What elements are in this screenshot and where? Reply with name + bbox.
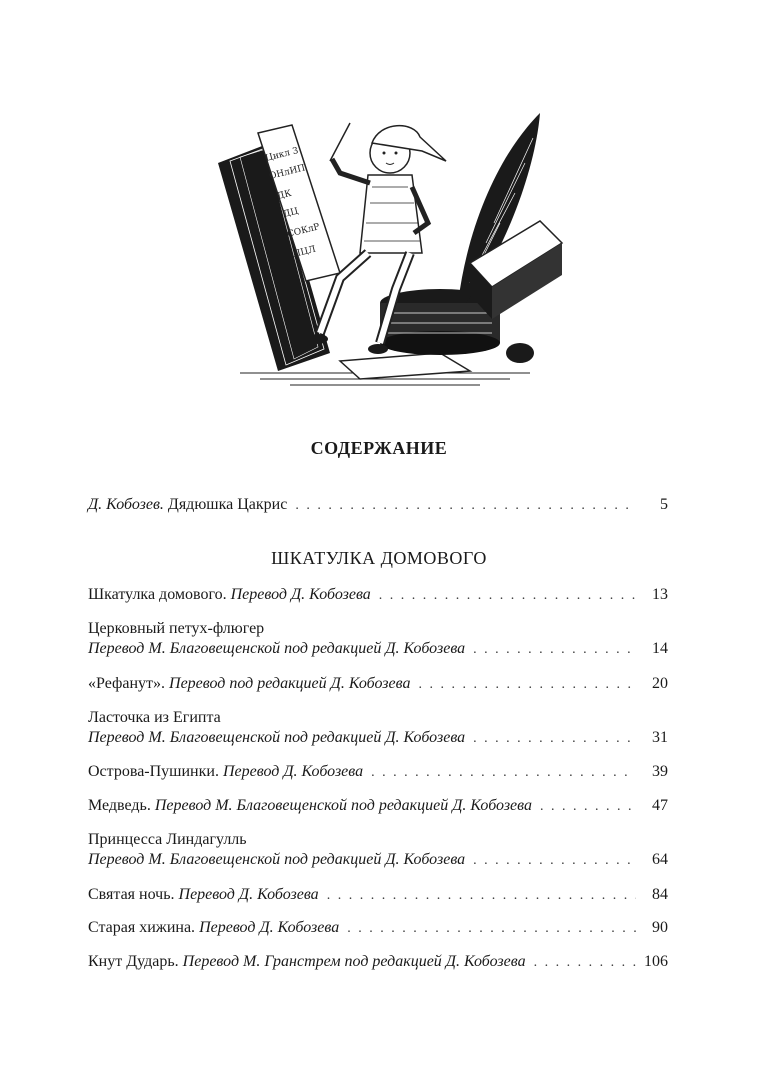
toc-entry[interactable]: [88, 585, 668, 606]
entry-title: Кнут Дударь.: [88, 953, 179, 970]
toc-entry[interactable]: [88, 708, 668, 749]
dot-leader: [347, 919, 636, 939]
entry-title: Дядюшка Цакрис: [167, 496, 288, 513]
toc-entry[interactable]: [88, 619, 668, 660]
entry-title: Старая хижина.: [88, 919, 196, 936]
dot-leader: [473, 640, 636, 660]
toc-entry[interactable]: [88, 952, 668, 973]
dot-leader: [473, 729, 636, 749]
dot-leader: [473, 851, 636, 871]
entry-credit: Перевод М. Благовещенской под редакцией Д. Кобозева: [88, 729, 466, 746]
entry-page: 14: [652, 640, 668, 657]
paper-on-floor: [340, 353, 470, 379]
dot-leader: [379, 586, 636, 606]
toc-entry[interactable]: [88, 830, 668, 871]
book-line-4: ДЦ: [282, 206, 300, 220]
inkwell: [506, 343, 534, 363]
book-line-3: ДК: [276, 188, 293, 202]
book-line-5: СОКлР: [286, 222, 321, 240]
entry-title: Медведь.: [88, 797, 151, 814]
entry-title: Принцесса Линдагулль: [88, 831, 247, 848]
entry-text: [88, 918, 339, 938]
entry-title: «Рефанут».: [88, 675, 166, 692]
book-line-2: ОНлИП: [268, 163, 307, 182]
entry-text: [88, 796, 532, 816]
entry-credit: Перевод под редакцией Д. Кобозева: [169, 675, 411, 692]
entry-page: 31: [652, 729, 668, 746]
entry-page: 64: [652, 851, 668, 868]
entry-credit: Перевод М. Гранстрем под редакцией Д. Кобозева: [182, 953, 526, 970]
entry-credit: Перевод М. Благовещенской под редакцией Д. Кобозева: [88, 851, 466, 868]
toc-entry[interactable]: [88, 885, 668, 906]
dot-leader: [295, 496, 636, 516]
entry-title: Острова-Пушинки.: [88, 763, 219, 780]
entry-credit: Перевод М. Благовещенской под редакцией Д. Кобозева: [88, 640, 466, 657]
entry-credit: Перевод Д. Кобозева: [178, 886, 319, 903]
dot-leader: [534, 953, 636, 973]
entry-page: 39: [652, 763, 668, 780]
entry-text: [88, 885, 319, 905]
entry-credit: Перевод Д. Кобозева: [230, 586, 371, 603]
entry-credit: Перевод Д. Кобозева: [222, 763, 364, 780]
toc-entry[interactable]: [88, 796, 668, 817]
entry-page: 106: [644, 953, 668, 970]
dot-leader: [327, 886, 636, 906]
book-line-1: Цикл 3: [264, 146, 300, 164]
entry-text: [88, 585, 371, 605]
entry-text: [88, 762, 363, 782]
entry-page: 5: [660, 496, 668, 513]
entry-author: Д. Кобозев.: [88, 496, 164, 513]
entry-title: Церковный петух-флюгер: [88, 620, 265, 637]
entry-credit: Перевод Д. Кобозева: [199, 919, 340, 936]
entry-credit: Перевод М. Благовещенской под редакцией Д. Кобозева: [154, 797, 532, 814]
toc-entry[interactable]: [88, 674, 668, 695]
engraving-illustration: [200, 103, 570, 393]
entry-title: Ласточка из Египта: [88, 709, 221, 726]
entry-text: [88, 952, 526, 972]
entry-page: 90: [652, 919, 668, 936]
entry-text: [88, 495, 287, 515]
toc-entry[interactable]: [88, 762, 668, 783]
dot-leader: [418, 675, 636, 695]
entry-page: 47: [652, 797, 668, 814]
entry-text: [88, 674, 410, 694]
toc-entry-intro[interactable]: [88, 495, 668, 516]
entry-title: Шкатулка домового.: [88, 586, 227, 603]
entry-page: 20: [652, 675, 668, 692]
entry-page: 84: [652, 886, 668, 903]
open-book: [218, 125, 340, 371]
dot-leader: [540, 797, 636, 817]
entry-page: 13: [652, 586, 668, 603]
book-line-6: ЛЦЛ: [292, 244, 317, 260]
entry-title: Святая ночь.: [88, 886, 175, 903]
dot-leader: [371, 763, 636, 783]
section-title: ШКАТУЛКА ДОМОВОГО: [271, 548, 487, 568]
toc-entry[interactable]: [88, 918, 668, 939]
toc-title: СОДЕРЖАНИЕ: [310, 438, 448, 458]
